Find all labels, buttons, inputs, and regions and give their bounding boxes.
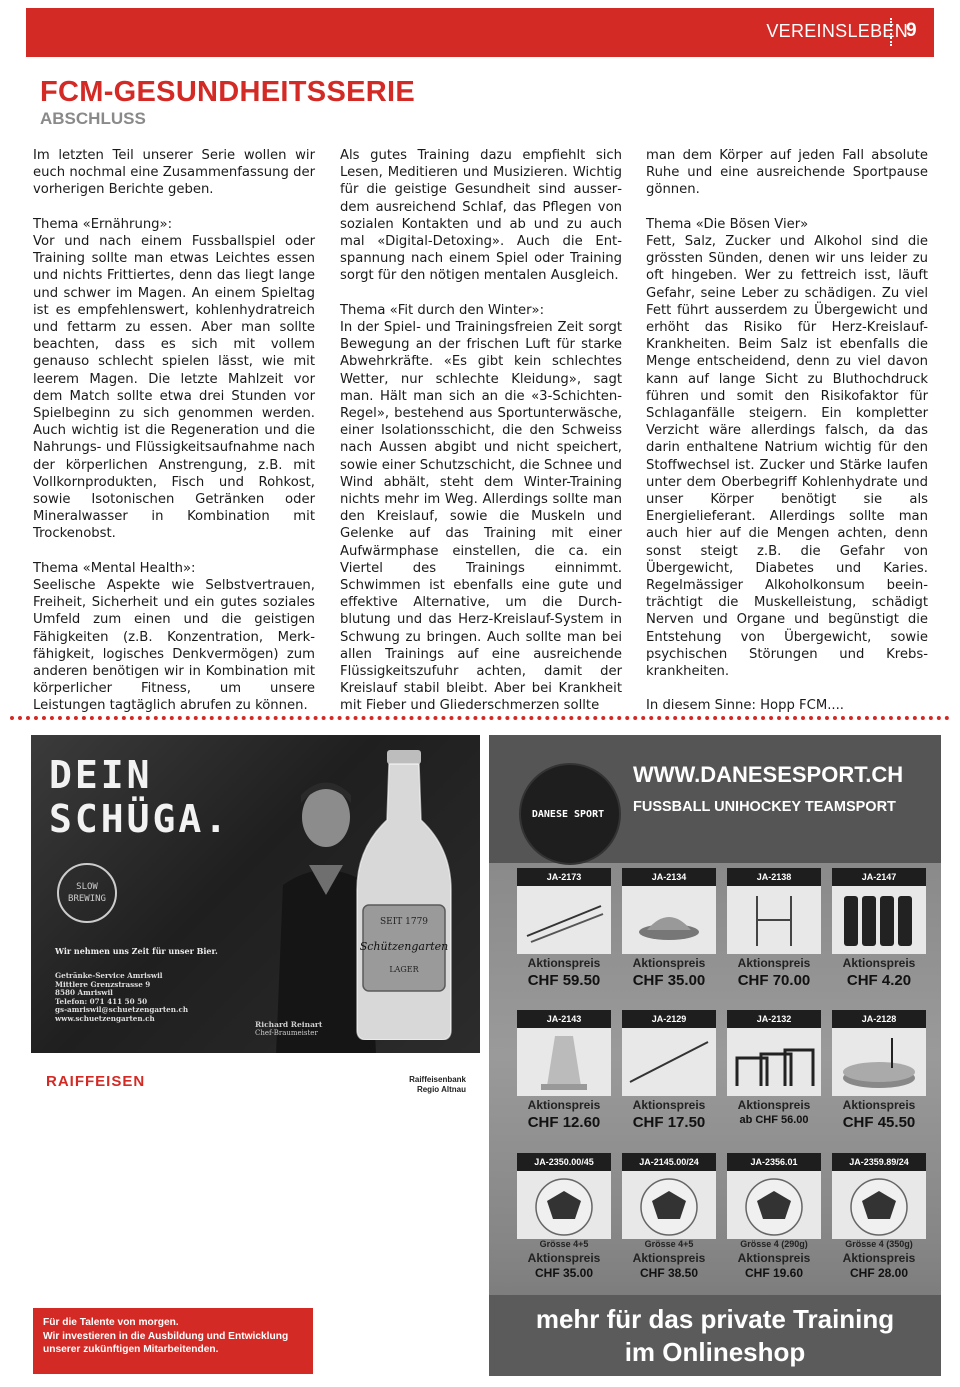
product-size: Grösse 4 (290g) [740,1239,808,1249]
address-line: 8580 Amriswil [55,988,113,998]
address-line: gs-amriswil@schuetzengarten.ch [55,1005,189,1015]
product-code: JA-2145.00/24 [622,1153,716,1171]
product-code: JA-2129 [622,1010,716,1028]
stick-product-image [622,1028,716,1096]
danese-sport-ad[interactable] [489,735,941,1376]
product-price: CHF 59.50 [527,972,601,989]
product-tile[interactable] [727,868,821,1002]
product-size: Grösse 4+5 [644,1239,694,1249]
mental-heading: Thema «Mental Health»: [33,560,196,576]
product-code: JA-2359.89/24 [832,1153,926,1171]
price-label: Aktionspreis [737,1251,811,1265]
beer-bottle [349,750,459,1040]
page-number: 9 [906,20,917,41]
winter-heading: Thema «Fit durch den Winter»: [340,302,545,318]
product-code: JA-2356.01 [727,1153,821,1171]
ball-product-image [517,1171,611,1239]
price-label: Aktionspreis [842,956,916,970]
product-tile[interactable] [622,1010,716,1144]
evil-text: Fett, Salz, Zucker und Alkohol sind die grössten Sünden, denen wir uns leider zu oft hingeben. Wer zu fettreich isst, läuft Gefahr, seine Leber zu schädigen. Zu viel Fett führt ausserdem zu Übergewicht und erhöht das Risiko für Herz-Kreislauf-Krankheiten. Beim Salz ist ebenfalls die Menge entscheidend, denn zu viel davon kann auf lange Sicht zu Bluthochdruck führen und somit den Risikofaktor für Schlaganfälle steigern. Ein kompletter Verzicht wäre allerdings falsch, da das darin enthaltene Natrium wichtig für den Stoffwechsel ist. Zucker und Stärke laufen unter dem Oberbegriff Kohlenhydrate und unser Körper benötigt sie als Energielieferant. Allerdings sollte man auch hier auf die Mengen achten, denn sonst steigt z.B. die Gefahr von Übergewicht, Diabetes und Karies. Regelmässiger Alkoholkonsum beeinträchtigt die Muskelleistung, schädigt Nerven und Organe und begünstigt die Entstehung von Übergewicht, sowie psychischen Störungen und Krebskrankheiten. [646,234,928,680]
raiffeisen-logo: RAIFFEISEN [46,1073,146,1090]
product-tile[interactable] [832,1153,926,1287]
nutrition-section [33,216,315,543]
product-code: JA-2128 [832,1010,926,1028]
product-price: CHF 45.50 [842,1114,916,1131]
shop-url[interactable]: WWW.DANESESPORT.CH [633,762,904,787]
ad-headline [49,753,230,841]
price-label: Aktionspreis [527,1098,601,1112]
ball-product-image [622,1171,716,1239]
ad-tagline: Wir nehmen uns Zeit für unser Bier. [55,946,218,956]
danese-logo-text: DANESE SPORT [531,809,605,820]
bank-name-line-1: Raiffeisenbank [409,1075,466,1084]
product-code: JA-2350.00/45 [517,1153,611,1171]
product-price: CHF 17.50 [632,1114,706,1131]
price-label: Aktionspreis [842,1251,916,1265]
footer-line-2: im Onlineshop [624,1337,806,1367]
price-label: Aktionspreis [527,956,601,970]
product-price: CHF 4.20 [846,972,912,989]
person-role: Chef-Braumeister [255,1029,318,1037]
winter-text: In der Spiel- und Trainingsfreien Zeit sorgt Bewegung an der frischen Luft für starke Abwehrkräfte. «Es gibt kein schlechtes Wetter, nur schlechte Kleidung», sagt man. Hält man sich an die «3-Schichten-Regel», bestehend aus Sportunterwäsche, einer Isolationsschicht, die den Schweiss nach Aussen abgibt und nicht speichert, sowie einer Schutzschicht, die Schnee und Wind abhält, steht dem Winter-Training nichts mehr im Weg. Allerdings sollte man den Kreislauf, sowie die Muskeln und Gelenke auf das Training mit einer Aufwärmphase einstellen, die ca. ein Viertel des Trainings einnimmt. Schwimmen ist ebenfalls eine gute und effektive Alternative, um die Durchblutung und das Herz-Kreislauf-System in Schwung zu bringen. Auch sollte man bei allen Trainings auf eine ausreichende Flüssigkeitszufuhr achten, damit der Kreislauf stabil bleibt. Aber bei Krankheit mit Fieber und Gliederschmerzen sollte [340,320,622,714]
mental-section [33,560,315,715]
hurdle-poles-product-image [727,886,821,954]
bank-name-line-2: Regio Altnau [416,1085,466,1094]
product-tile[interactable] [727,1153,821,1287]
product-price: CHF 35.00 [534,1266,594,1280]
intro-paragraph: Im letzten Teil unserer Serie wollen wir euch nochmal eine Zusammenfassung der vorherigen Berichte geben. [33,148,315,198]
address-line: www.schuetzengarten.ch [55,1013,155,1023]
product-price: ab CHF 56.00 [739,1114,809,1126]
product-tile[interactable] [832,1010,926,1144]
message-line-1: Für die Talente von morgen. [43,1317,179,1328]
price-label: Aktionspreis [737,1098,811,1112]
product-tile[interactable] [517,1153,611,1287]
cone-product-image [517,1028,611,1096]
rest-paragraph: man dem Körper auf jeden Fall absolute Ruhe und eine ausreichende Sportpause gönnen. [646,148,928,198]
ad-footer[interactable] [489,1295,941,1376]
hurdles-product-image [727,1028,821,1096]
product-code: JA-2132 [727,1010,821,1028]
article-column-2 [340,147,622,732]
price-label: Aktionspreis [527,1251,601,1265]
article-title: FCM-GESUNDHEITSSERIE [40,76,415,108]
address-line: Telefon: 071 411 50 50 [55,996,148,1006]
ad-headline-line-1: DEIN [49,753,153,797]
product-size: Grösse 4 (350g) [845,1239,913,1249]
address-line: Getränke-Service Amriswil [55,971,163,980]
schuetzengarten-ad[interactable] [31,735,480,1053]
product-tile[interactable] [727,1010,821,1144]
ad-headline-line-2: SCHÜGA. [49,797,231,841]
poles-product-image [517,886,611,954]
person-name: Richard Reinart [255,1020,323,1029]
product-tile[interactable] [622,868,716,1002]
bottle-brand: Schützengarten [359,940,449,953]
product-price: CHF 70.00 [737,972,811,989]
footer-line-1: mehr für das private Training [535,1304,895,1334]
product-price: CHF 28.00 [849,1266,909,1280]
bottles-product-image [832,886,926,954]
product-tile[interactable] [517,1010,611,1144]
product-price: CHF 19.60 [744,1266,804,1280]
article-column-3 [646,147,928,732]
evil-heading: Thema «Die Bösen Vier» [646,216,809,232]
product-code: JA-2134 [622,868,716,886]
training-paragraph: Als gutes Training dazu empfiehlt sich Lesen, Meditieren und Musizieren. Wichtig für die geistige Gesundheit sind ausserdem ausreichend Schlaf, das Pflegen von sozialen Kontakten und ab und zu auch mal «Digital-Detoxing». Auch die Entspannung nach einem Spiel oder Training sorgt für den nötigen mentalen Ausgleich. [340,148,622,284]
nutrition-heading: Thema «Ernährung»: [33,216,173,232]
evil-section [646,216,928,680]
price-label: Aktionspreis [842,1098,916,1112]
price-label: Aktionspreis [632,1098,706,1112]
product-price: CHF 38.50 [639,1266,699,1280]
product-size: Grösse 4+5 [539,1239,589,1249]
header-divider [890,18,892,46]
discs-product-image [832,1028,926,1096]
shop-categories: FUSSBALL UNIHOCKEY TEAMSPORT [633,799,896,815]
product-tile[interactable] [622,1153,716,1287]
section-label: VEREINSLEBEN [766,21,908,41]
product-code: JA-2173 [517,868,611,886]
closing-line: In diesem Sinne: Hopp FCM.... [646,698,844,714]
article-column-1 [33,147,315,732]
message-line-2: Wir investieren in die Ausbildung und Entwicklung unserer zukünftigen Mitarbeitenden. [43,1330,289,1355]
ad-address [55,972,188,1024]
raiffeisen-bank-name [370,1075,466,1095]
dotted-divider [10,716,950,720]
product-price: CHF 35.00 [632,972,706,989]
product-tile[interactable] [832,868,926,1002]
article-subtitle: ABSCHLUSS [40,109,146,128]
slow-brewing-badge: SLOW BREWING [57,863,117,923]
bottle-year: SEIT 1779 [379,917,429,927]
ball-product-image [727,1171,821,1239]
cones-product-image [622,886,716,954]
bottle-type: LAGER [389,965,419,974]
address-line: Mittlere Grenzstrasse 9 [55,979,151,989]
ball-product-image [832,1171,926,1239]
price-label: Aktionspreis [632,956,706,970]
product-code: JA-2143 [517,1010,611,1028]
person-caption [255,1021,322,1037]
winter-section [340,302,622,715]
product-tile[interactable] [517,868,611,1002]
nutrition-text: Vor und nach einem Fussballspiel oder Training sollte man etwas Leichtes essen und nichts Frittiertes, denn das liegt lange und schwer im Magen. An einem Spieltag ist es empfehlenswert, kohlenhydratreich und fettarm zu essen. Aber man sollte beachten, dass es sich mit vollem genauso schlecht spielen lässt, wie mit leerem Magen. Die letzte Mahlzeit vor dem Match sollte etwa drei Stunden vor Spielbeginn zu sich genommen werden. Auch wichtig ist die Regeneration und die Nahrungs- und Flüssigkeitsaufnahme nach der körperlichen Anstrengung, z.B. mit Vollkornprodukten, Fisch und Rohkost, sowie Isotonischen Getränken oder Mineralwasser in Kombination mit Trockenobst. [33,234,315,542]
raiffeisen-message-box [33,1308,313,1374]
mental-text: Seelische Aspekte wie Selbstvertrauen, Freiheit, Sicherheit und ein gutes soziales Umfeld zum einen und die geistigen Fähigkeiten (z.B. Konzentration, Merkfähigkeit, logisches Denkvermögen) zum anderen benötigen wir in Kombination mit körperlicher Fitness, um unsere Leistungen tagtäglich abrufen zu können. [33,578,315,714]
price-label: Aktionspreis [632,1251,706,1265]
product-code: JA-2138 [727,868,821,886]
product-price: CHF 12.60 [527,1114,601,1131]
price-label: Aktionspreis [737,956,811,970]
product-code: JA-2147 [832,868,926,886]
